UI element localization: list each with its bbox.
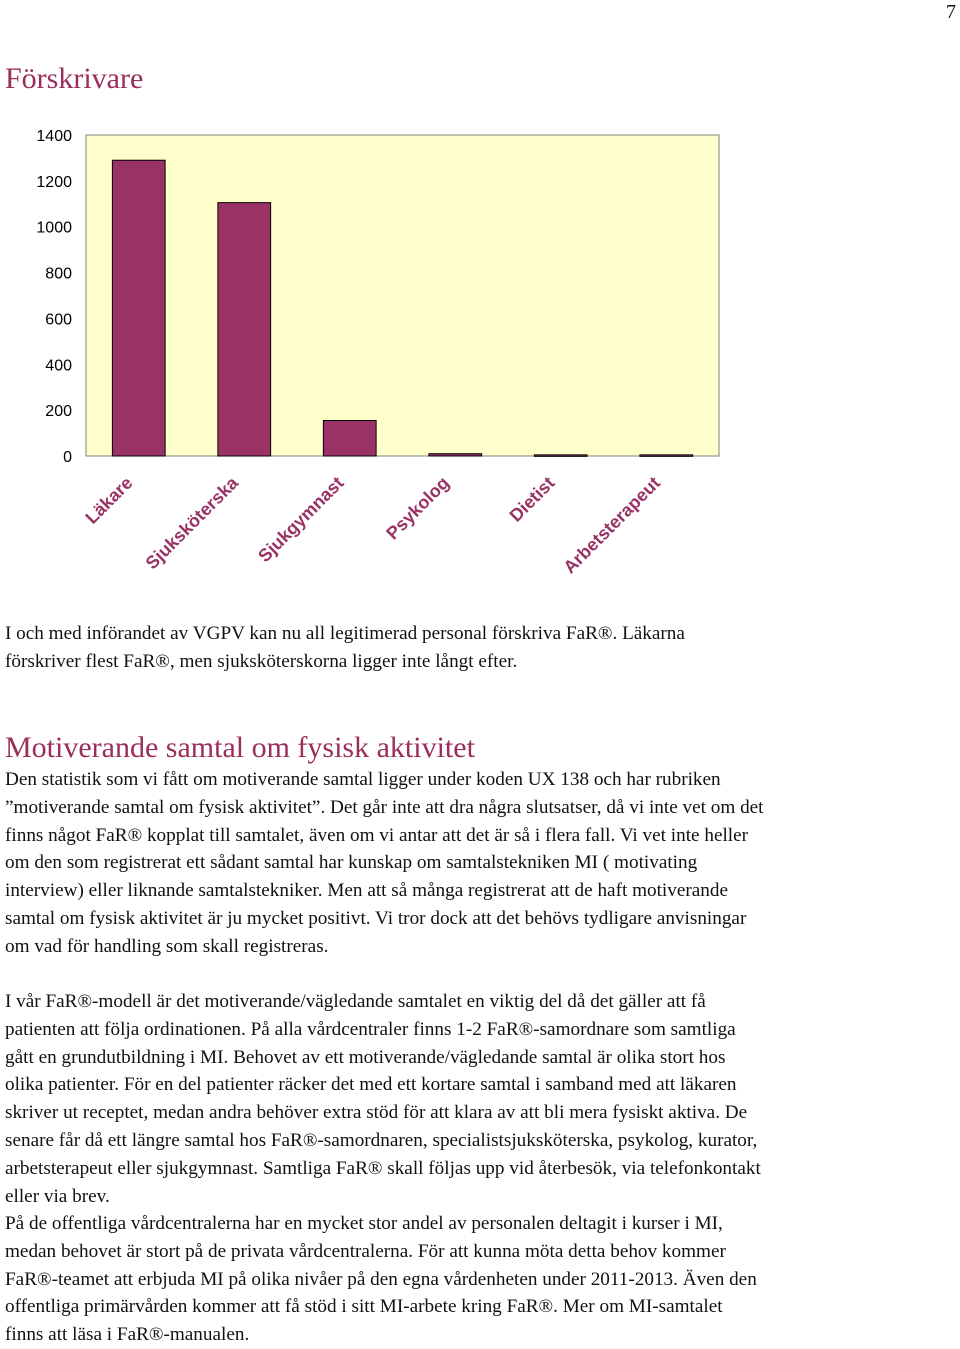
bar-chart [0, 115, 960, 600]
paragraph-offentliga-vardcentraler [5, 1210, 957, 1349]
y-tick-label: 600 [45, 311, 72, 329]
text-line: På de offentliga vårdcentralerna har en mycket stor andel av personalen deltagit i kurser i MI, [5, 1213, 723, 1234]
bar [323, 420, 376, 456]
section-heading-motiverande-samtal: Motiverande samtal om fysisk aktivitet [5, 731, 475, 764]
text-line: I vår FaR®-modell är det motiverande/vägledande samtalet en viktig del då det gäller att få [5, 991, 706, 1012]
y-tick-label: 200 [45, 403, 72, 421]
text-line: gått en grundutbildning i MI. Behovet av ett motiverande/vägledande samtal är olika stort hos [5, 1046, 726, 1068]
text-line: om vad för handling som skall registreras. [5, 935, 329, 957]
text-line: ”motiverande samtal om fysisk aktivitet”. Det går inte att dra några slutsatser, då vi inte vet om det [5, 796, 764, 818]
plot-area [86, 135, 719, 456]
chart-layer [36, 128, 719, 577]
text-line: senare får då ett längre samtal hos FaR®-samordnaren, specialistsjuksköterska, psykolog, kurator, [5, 1129, 758, 1151]
x-tick-label: Dietist [505, 472, 559, 526]
y-tick-label: 400 [45, 357, 72, 375]
bar [534, 455, 587, 457]
paragraph-forskrivare [5, 620, 957, 676]
text-line: förskriver flest FaR®, men sjuksköterskorna ligger inte långt efter. [5, 650, 518, 672]
text-line: skriver ut receptet, medan andra behöver extra stöd för att klara av att bli mera fysiskt aktiva. De [5, 1102, 748, 1124]
y-tick-label: 1400 [36, 128, 72, 145]
y-tick-label: 800 [45, 265, 72, 283]
y-tick-label: 1000 [36, 219, 72, 237]
y-tick-label: 1200 [36, 173, 72, 191]
paragraph-far-modell [5, 988, 957, 1210]
text-line: arbetsterapeut eller sjukgymnast. Samtliga FaR® skall följas upp vid återbesök, via telefonkontakt [5, 1157, 761, 1179]
bar [218, 203, 271, 456]
x-tick-label: Arbetsterapeut [559, 472, 665, 578]
x-tick-label: Sjukgymnast [254, 472, 348, 567]
bar [429, 454, 482, 456]
text-line: eller via brev. [5, 1185, 110, 1207]
text-line: patienten att följa ordinationen. På alla vårdcentraler finns 1-2 FaR®-samordnare som samtliga [5, 1018, 736, 1040]
x-tick-label: Sjuksköterska [141, 472, 243, 574]
text-line: finns att läsa i FaR®-manualen. [5, 1324, 250, 1346]
bar [640, 455, 693, 457]
bar [112, 160, 165, 456]
text-line: I och med införandet av VGPV kan nu all legitimerad personal förskriva FaR®. Läkarna [5, 623, 685, 644]
text-line: Den statistik som vi fått om motiverande samtal ligger under koden UX 138 och har rubriken [5, 769, 721, 790]
x-tick-label: Psykolog [382, 472, 454, 544]
page-number: 7 [946, 1, 956, 23]
y-tick-label: 0 [63, 449, 72, 466]
text-line: olika patienter. För en del patienter räcker det med ett kortare samtal i samband med att läkaren [5, 1074, 737, 1096]
text-line: offentliga primärvården kommer att få stöd i sitt MI-arbete kring FaR®. Mer om MI-samtalet [5, 1296, 723, 1318]
text-line: FaR®-teamet att erbjuda MI på olika nivåer på den egna vårdenheten under 2011-2013. Även den [5, 1268, 757, 1290]
paragraph-statistik [5, 766, 957, 961]
text-line: samtal om fysisk aktivitet är ju mycket positivt. Vi tror dock att det behövs tydligare anvisningar [5, 907, 747, 929]
x-tick-label: Läkare [81, 472, 137, 528]
text-line: medan behovet är stort på de privata vårdcentralerna. För att kunna möta detta behov kommer [5, 1240, 726, 1262]
section-heading-forskrivare: Förskrivare [5, 62, 144, 95]
text-line: interview) eller liknande samtalstekniker. Men att så många registrerat att de haft motiverande [5, 880, 728, 902]
text-line: finns något FaR® kopplat till samtalet, även om vi antar att det är så i flera fall. Vi vet inte heller [5, 824, 749, 846]
text-line: om den som registrerat ett sådant samtal har kunskap om samtalstekniken MI ( motivating [5, 852, 698, 874]
